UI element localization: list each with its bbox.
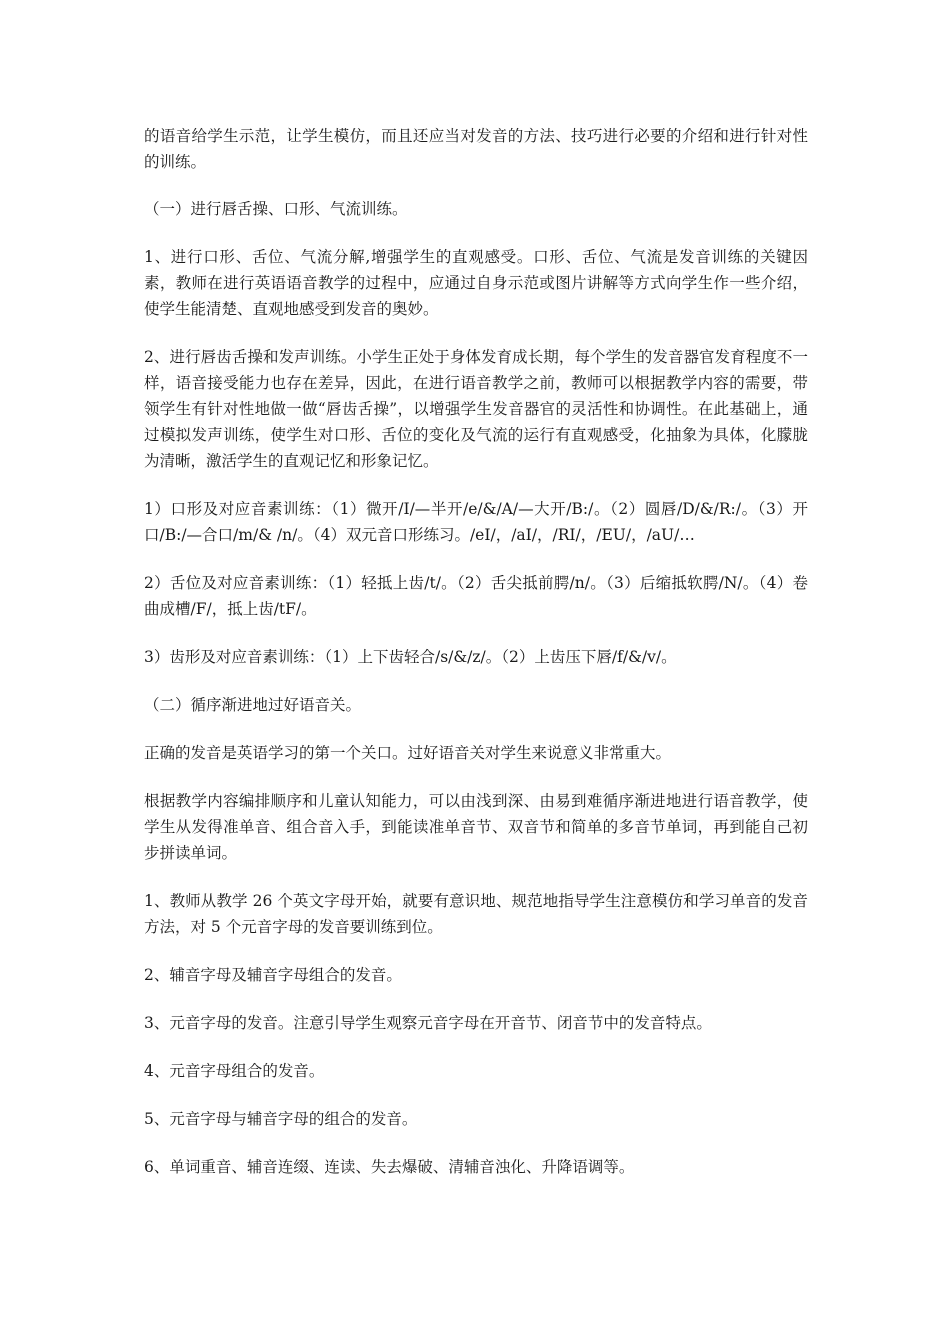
paragraph-tongue-position-training: 2）舌位及对应音素训练：（1）轻抵上齿/t/。（2）舌尖抵前腭/n/。（3）后缩抵软腭/N/。（4）卷曲成槽/F/，抵上齿/tF/。 — [144, 574, 808, 618]
section-heading-two: （二）循序渐进地过好语音关。 — [144, 696, 362, 714]
paragraph-item-1: 1、进行口形、舌位、气流分解,增强学生的直观感受。口形、舌位、气流是发音训练的关键因素，教师在进行英语语音教学的过程中，应通过自身示范或图片讲解等方式向学生作一些介绍，使学生能清楚、直观地感受到发音的奥妙。 — [144, 248, 808, 318]
paragraph-continuation: 的语音给学生示范，让学生模仿，而且还应当对发音的方法、技巧进行必要的介绍和进行针对性的训练。 — [144, 127, 808, 171]
paragraph-pronunciation-importance: 正确的发音是英语学习的第一个关口。过好语音关对学生来说意义非常重大。 — [144, 744, 672, 762]
list-item-1: 1、教师从教学 26 个英文字母开始，就要有意识地、规范地指导学生注意模仿和学习单音的发音方法，对 5 个元音字母的发音要训练到位。 — [144, 892, 808, 936]
paragraph-mouth-shape-training: 1）口形及对应音素训练：（1）微开/I/—半开/e/&/A/—大开/B:/。（2）圆唇/D/&/R:/。（3）开口/B:/—合口/m/& /n/。（4）双元音口形练习。/eI/，/aI/，/RI/，/EU/，/aU/… — [144, 500, 808, 544]
list-item-2: 2、辅音字母及辅音字母组合的发音。 — [144, 966, 402, 984]
paragraph-teaching-sequence: 根据教学内容编排顺序和儿童认知能力，可以由浅到深、由易到难循序渐进地进行语音教学，使学生从发得准单音、组合音入手，到能读准单音节、双音节和简单的多音节单词，再到能自己初步拼读单词。 — [144, 792, 808, 862]
section-heading-one: （一）进行唇舌操、口形、气流训练。 — [144, 200, 408, 218]
document-body — [144, 123, 808, 1202]
paragraph-teeth-shape-training: 3）齿形及对应音素训练：（1）上下齿轻合/s/&/z/。（2）上齿压下唇/f/&/v/。 — [144, 648, 677, 666]
list-item-4: 4、元音字母组合的发音。 — [144, 1062, 325, 1080]
list-item-5: 5、元音字母与辅音字母的组合的发音。 — [144, 1110, 418, 1128]
list-item-3: 3、元音字母的发音。注意引导学生观察元音字母在开音节、闭音节中的发音特点。 — [144, 1014, 712, 1032]
paragraph-item-2: 2、进行唇齿舌操和发声训练。小学生正处于身体发育成长期，每个学生的发音器官发育程度不一样，语音接受能力也存在差异，因此，在进行语音教学之前，教师可以根据教学内容的需要，带领学生有针对性地做一做“唇齿舌操”，以增强学生发音器官的灵活性和协调性。在此基础上，通过模拟发声训练，使学生对口形、舌位的变化及气流的运行有直观感受，化抽象为具体，化朦胧为清晰，激活学生的直观记忆和形象记忆。 — [144, 348, 808, 470]
list-item-6: 6、单词重音、辅音连缀、连读、失去爆破、清辅音浊化、升降语调等。 — [144, 1158, 635, 1176]
